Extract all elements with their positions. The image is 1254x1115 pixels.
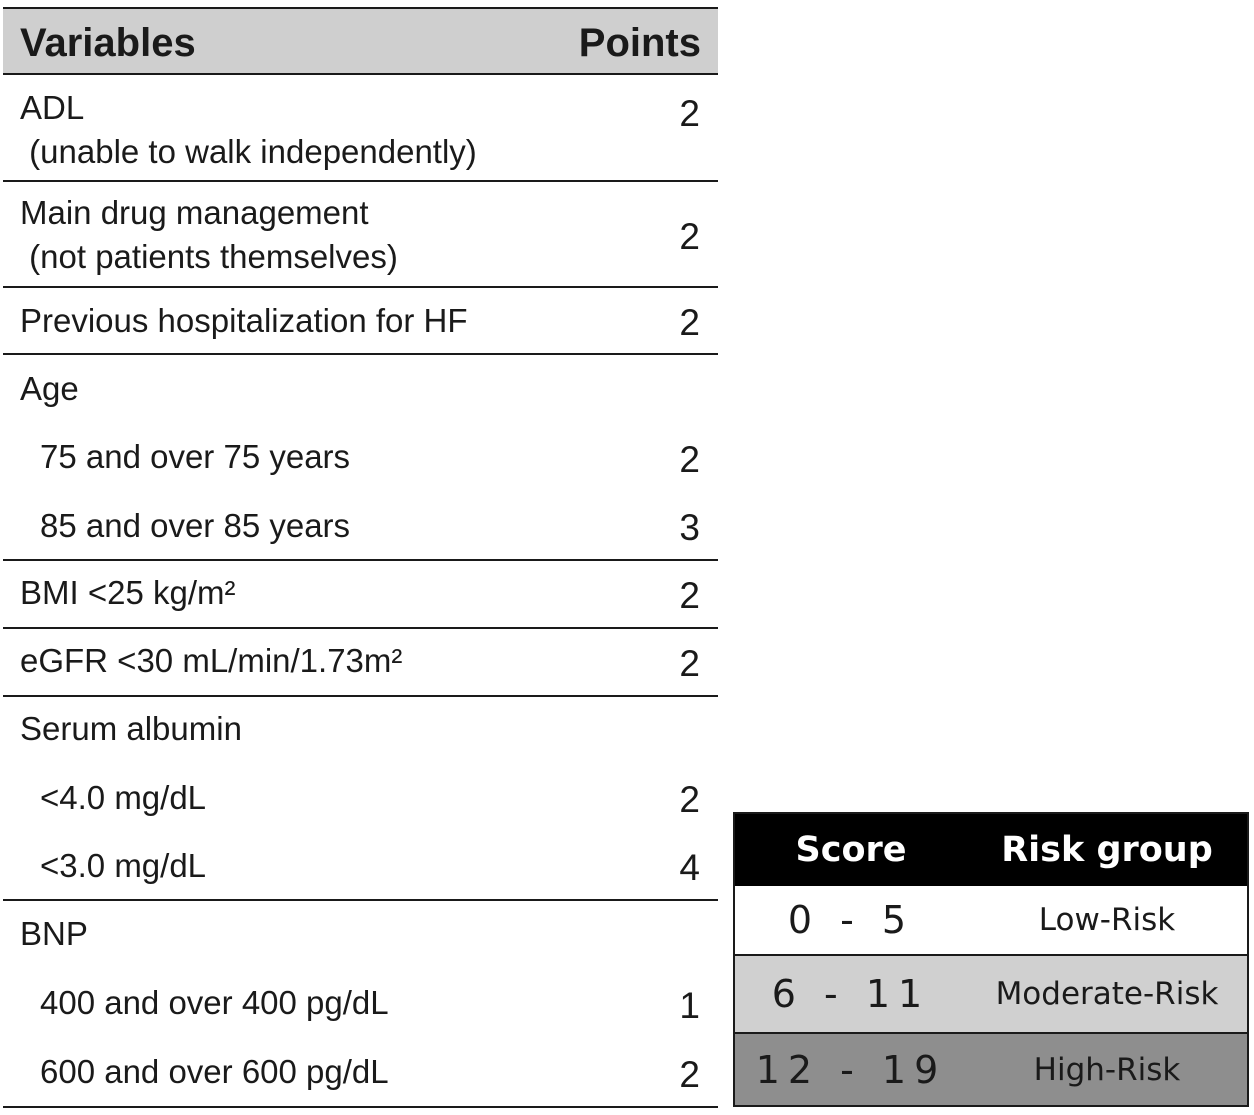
score-header: Score — [795, 830, 907, 870]
row-sublabel: (unable to walk independently) — [20, 133, 477, 170]
variables-table — [3, 7, 718, 1108]
row-points: 2 — [679, 302, 700, 343]
variables-table-header — [3, 9, 718, 75]
sub-label: 85 and over 85 years — [40, 507, 351, 544]
row-points: 2 — [679, 93, 700, 134]
risk-row-high — [735, 1034, 1247, 1105]
sub-points: 4 — [679, 847, 700, 888]
sub-points: 2 — [679, 779, 700, 820]
row-adl — [3, 75, 718, 182]
points-header: Points — [578, 21, 701, 65]
sub-label: 600 and over 600 pg/dL — [40, 1053, 389, 1090]
row-label: Age — [20, 370, 79, 407]
score-range: 12 - 19 — [755, 1047, 947, 1092]
row-serum-albumin — [3, 697, 718, 901]
sub-points: 2 — [679, 1054, 700, 1095]
score-range: 6 - 11 — [771, 972, 931, 1016]
row-age — [3, 355, 718, 561]
row-bmi — [3, 561, 718, 629]
row-label: Main drug management — [20, 194, 369, 231]
sub-points: 1 — [679, 985, 700, 1026]
row-label: Serum albumin — [20, 710, 242, 747]
row-label: ADL — [20, 89, 85, 126]
score-range: 0 - 5 — [787, 898, 915, 942]
risk-group-header: Risk group — [1001, 830, 1213, 870]
risk-row-moderate — [735, 956, 1247, 1034]
risk-group: Low-Risk — [1038, 902, 1176, 938]
risk-score-table — [733, 812, 1249, 1107]
row-label: Previous hospitalization for HF — [20, 302, 468, 339]
row-label: BMI <25 kg/m² — [20, 574, 236, 611]
risk-group: Moderate-Risk — [995, 976, 1219, 1012]
row-label: eGFR <30 mL/min/1.73m² — [20, 642, 403, 679]
risk-score-header — [735, 814, 1247, 886]
sub-label: 400 and over 400 pg/dL — [40, 984, 389, 1021]
row-label: BNP — [20, 915, 88, 952]
variables-header: Variables — [20, 21, 196, 65]
row-sublabel: (not patients themselves) — [20, 238, 398, 275]
row-previous-hospitalization — [3, 288, 718, 355]
row-bnp — [3, 901, 718, 1108]
sub-label: 75 and over 75 years — [40, 438, 351, 475]
row-points: 2 — [679, 575, 700, 616]
row-points: 2 — [679, 643, 700, 684]
sub-label: <4.0 mg/dL — [40, 779, 207, 816]
sub-points: 2 — [679, 439, 700, 480]
row-drug-management — [3, 182, 718, 288]
sub-label: <3.0 mg/dL — [40, 847, 207, 884]
row-egfr — [3, 629, 718, 697]
risk-group: High-Risk — [1033, 1051, 1181, 1088]
risk-row-low — [735, 886, 1247, 956]
sub-points: 3 — [679, 507, 700, 548]
row-points: 2 — [679, 216, 700, 257]
